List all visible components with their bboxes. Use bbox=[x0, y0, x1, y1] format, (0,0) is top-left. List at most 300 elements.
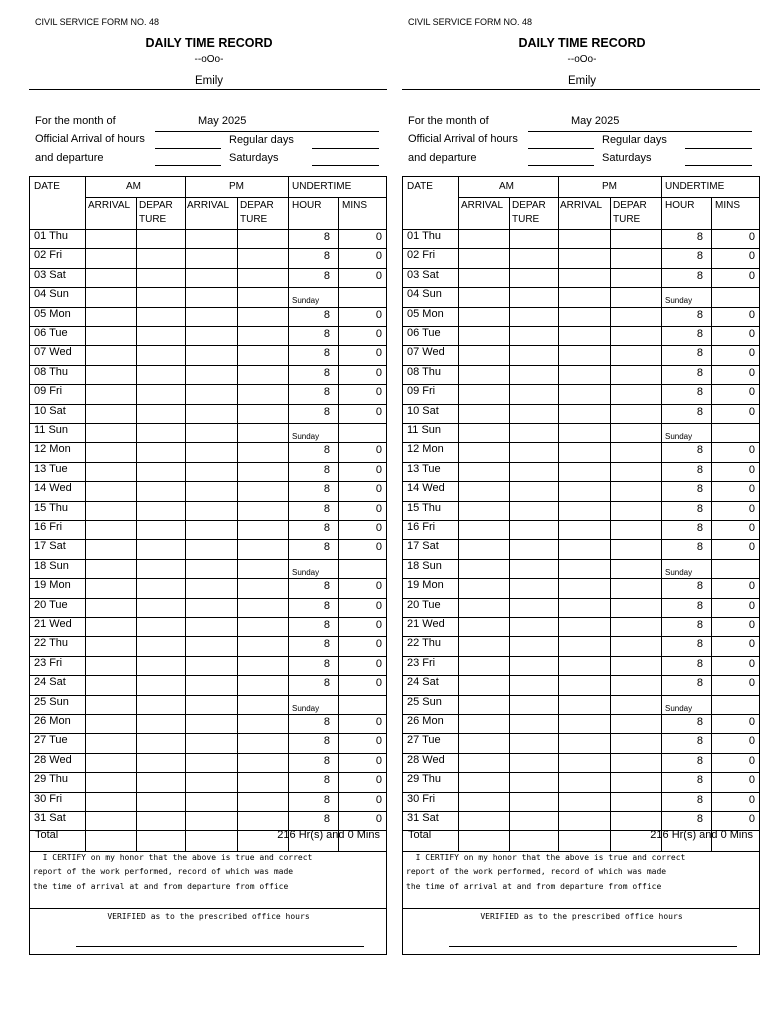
regular-days-label: Regular days bbox=[602, 134, 667, 146]
row-mins: 0 bbox=[375, 386, 382, 399]
row-date: 10 Sat bbox=[34, 404, 66, 417]
table-row bbox=[30, 792, 387, 811]
table-row bbox=[30, 404, 387, 423]
table-row bbox=[30, 345, 387, 364]
signature-line bbox=[76, 946, 364, 947]
regular-days-underline bbox=[685, 148, 752, 149]
form-number: CIVIL SERVICE FORM NO. 48 bbox=[408, 17, 533, 27]
header-pm: PM bbox=[602, 181, 617, 192]
row-date: 27 Tue bbox=[407, 734, 441, 747]
row-date: 05 Mon bbox=[34, 307, 71, 320]
row-mins: 0 bbox=[375, 677, 382, 690]
table-row bbox=[403, 229, 760, 248]
row-mins: 0 bbox=[748, 405, 755, 418]
table-row bbox=[403, 714, 760, 733]
saturdays-label: Saturdays bbox=[602, 152, 652, 164]
row-hour: 8 bbox=[696, 793, 703, 806]
table-row bbox=[30, 326, 387, 345]
row-hour: 8 bbox=[696, 754, 703, 767]
table-row bbox=[403, 520, 760, 539]
row-date: 26 Mon bbox=[407, 715, 444, 727]
table-row bbox=[403, 462, 760, 481]
table-row bbox=[30, 617, 387, 636]
row-hour: 8 bbox=[323, 735, 330, 748]
row-date: 23 Fri bbox=[407, 656, 436, 669]
row-date: 13 Tue bbox=[407, 462, 441, 475]
row-date: 04 Sun bbox=[34, 288, 69, 301]
row-date: 30 Fri bbox=[407, 792, 436, 805]
row-date: 24 Sat bbox=[34, 676, 66, 689]
row-hour: 8 bbox=[323, 250, 330, 263]
table-row bbox=[30, 229, 387, 248]
departure-underline bbox=[528, 165, 594, 166]
row-sunday-note: Sunday bbox=[665, 567, 693, 577]
row-date: 27 Tue bbox=[34, 734, 68, 747]
row-date: 21 Wed bbox=[34, 618, 72, 630]
row-hour: 8 bbox=[323, 580, 330, 593]
row-date: 12 Mon bbox=[34, 443, 71, 456]
table-row bbox=[403, 636, 760, 655]
row-date: 14 Wed bbox=[407, 482, 445, 495]
month-underline bbox=[155, 131, 379, 132]
table-row bbox=[30, 733, 387, 752]
row-date: 31 Sat bbox=[407, 812, 439, 824]
header-date: DATE bbox=[34, 181, 60, 192]
table-row bbox=[403, 307, 760, 326]
header-am-departure-1: DEPAR bbox=[139, 200, 173, 211]
month-value: May 2025 bbox=[198, 115, 247, 127]
row-date: 04 Sun bbox=[407, 288, 442, 301]
row-date: 30 Fri bbox=[34, 792, 63, 805]
month-underline bbox=[528, 131, 752, 132]
row-hour: 8 bbox=[323, 386, 330, 399]
row-hour: 8 bbox=[696, 638, 703, 651]
row-mins: 0 bbox=[748, 386, 755, 399]
regular-days-underline bbox=[312, 148, 379, 149]
row-date: 17 Sat bbox=[34, 540, 66, 553]
table-row bbox=[30, 423, 387, 442]
table-row bbox=[403, 539, 760, 558]
header-pm-arrival: ARRIVAL bbox=[187, 200, 230, 211]
row-date: 06 Tue bbox=[407, 327, 441, 339]
row-hour: 8 bbox=[696, 366, 703, 379]
table-row bbox=[403, 248, 760, 267]
certify-line-3: the time of arrival at and from departure from office bbox=[406, 882, 662, 891]
header-divider bbox=[458, 197, 760, 198]
row-hour: 8 bbox=[696, 444, 703, 457]
saturdays-label: Saturdays bbox=[229, 152, 279, 164]
row-date: 29 Thu bbox=[34, 773, 69, 786]
row-date: 03 Sat bbox=[407, 268, 439, 281]
table-row bbox=[403, 753, 760, 772]
form-number: CIVIL SERVICE FORM NO. 48 bbox=[35, 17, 160, 27]
table-row bbox=[403, 268, 760, 287]
header-undertime: UNDERTIME bbox=[292, 181, 352, 192]
verified-text: VERIFIED as to the prescribed office hours bbox=[480, 912, 683, 921]
row-sunday-note: Sunday bbox=[292, 703, 320, 713]
certify-bottom-line bbox=[403, 908, 760, 909]
row-mins: 0 bbox=[375, 813, 382, 825]
row-date: 11 Sun bbox=[34, 424, 69, 436]
table-row bbox=[30, 481, 387, 500]
row-mins: 0 bbox=[748, 716, 755, 728]
row-mins: 0 bbox=[375, 793, 382, 806]
row-date: 01 Thu bbox=[34, 230, 69, 242]
row-date: 08 Thu bbox=[407, 365, 442, 378]
row-date: 02 Fri bbox=[407, 249, 436, 262]
row-mins: 0 bbox=[748, 366, 755, 379]
row-hour: 8 bbox=[696, 580, 703, 593]
table-row bbox=[30, 578, 387, 597]
table-row bbox=[30, 772, 387, 791]
certify-line-3: the time of arrival at and from departure from office bbox=[33, 882, 289, 891]
certify-line-1: I CERTIFY on my honor that the above is true and correct bbox=[33, 853, 313, 862]
row-mins: 0 bbox=[748, 269, 755, 282]
row-mins: 0 bbox=[375, 735, 382, 748]
departure-label: and departure bbox=[408, 152, 477, 164]
row-date: 19 Mon bbox=[34, 579, 71, 592]
row-hour: 8 bbox=[696, 541, 703, 554]
row-mins: 0 bbox=[375, 269, 382, 282]
table-row bbox=[403, 365, 760, 384]
row-mins: 0 bbox=[748, 638, 755, 651]
row-mins: 0 bbox=[375, 541, 382, 554]
header-am-departure-2: TURE bbox=[139, 214, 167, 225]
row-hour: 8 bbox=[323, 502, 330, 515]
regular-days-label: Regular days bbox=[229, 134, 294, 146]
header-mins: MINS bbox=[715, 200, 740, 211]
row-sunday-note: Sunday bbox=[292, 432, 320, 441]
header-am: AM bbox=[499, 181, 514, 192]
departure-label: and departure bbox=[35, 152, 104, 164]
row-sunday-note: Sunday bbox=[665, 703, 693, 713]
month-label: For the month of bbox=[35, 115, 116, 127]
table-row bbox=[30, 695, 387, 714]
total-value: 216 Hr(s) and 0 Mins bbox=[650, 829, 753, 841]
row-date: 11 Sun bbox=[407, 424, 442, 436]
row-hour: 8 bbox=[323, 347, 330, 360]
table-row bbox=[30, 675, 387, 694]
name-underline bbox=[29, 89, 387, 90]
row-mins: 0 bbox=[748, 463, 755, 476]
header-pm-departure-1: DEPAR bbox=[240, 200, 274, 211]
row-hour: 8 bbox=[696, 405, 703, 418]
row-mins: 0 bbox=[375, 250, 382, 263]
row-date: 23 Fri bbox=[34, 656, 63, 669]
row-mins: 0 bbox=[375, 580, 382, 593]
row-hour: 8 bbox=[323, 793, 330, 806]
employee-name: Emily bbox=[567, 75, 597, 87]
table-row bbox=[30, 462, 387, 481]
row-date: 15 Thu bbox=[34, 501, 69, 514]
row-mins: 0 bbox=[375, 308, 382, 321]
row-hour: 8 bbox=[323, 308, 330, 321]
row-hour: 8 bbox=[696, 347, 703, 360]
table-row bbox=[30, 636, 387, 655]
row-hour: 8 bbox=[696, 231, 703, 243]
header-divider bbox=[85, 197, 387, 198]
row-hour: 8 bbox=[696, 735, 703, 748]
table-row bbox=[30, 307, 387, 326]
row-mins: 0 bbox=[748, 522, 755, 534]
row-mins: 0 bbox=[375, 599, 382, 612]
row-hour: 8 bbox=[323, 483, 330, 496]
table-row bbox=[403, 578, 760, 597]
row-mins: 0 bbox=[375, 774, 382, 787]
row-date: 16 Fri bbox=[34, 521, 63, 533]
row-hour: 8 bbox=[323, 522, 330, 534]
row-mins: 0 bbox=[748, 657, 755, 670]
row-hour: 8 bbox=[323, 328, 330, 340]
arrival-label: Official Arrival of hours bbox=[35, 133, 145, 145]
row-mins: 0 bbox=[375, 619, 382, 631]
table-row bbox=[30, 539, 387, 558]
row-date: 17 Sat bbox=[407, 540, 439, 553]
header-pm-departure-2: TURE bbox=[613, 214, 641, 225]
row-date: 09 Fri bbox=[407, 385, 436, 398]
table-row bbox=[403, 598, 760, 617]
verified-text: VERIFIED as to the prescribed office hours bbox=[107, 912, 310, 921]
certify-line-1: I CERTIFY on my honor that the above is true and correct bbox=[406, 853, 686, 862]
row-hour: 8 bbox=[696, 250, 703, 263]
table-row bbox=[403, 792, 760, 811]
row-date: 13 Tue bbox=[34, 462, 68, 475]
row-date: 29 Thu bbox=[407, 773, 442, 786]
row-mins: 0 bbox=[748, 308, 755, 321]
departure-underline bbox=[155, 165, 221, 166]
row-date: 26 Mon bbox=[34, 715, 71, 727]
header-hour: HOUR bbox=[665, 200, 695, 211]
row-hour: 8 bbox=[696, 522, 703, 534]
row-mins: 0 bbox=[375, 328, 382, 340]
table-row bbox=[403, 326, 760, 345]
row-mins: 0 bbox=[748, 774, 755, 787]
row-mins: 0 bbox=[375, 638, 382, 651]
table-row bbox=[30, 365, 387, 384]
row-date: 05 Mon bbox=[407, 307, 444, 320]
arrival-label: Official Arrival of hours bbox=[408, 133, 518, 145]
row-hour: 8 bbox=[696, 677, 703, 690]
row-date: 20 Tue bbox=[407, 598, 441, 611]
row-mins: 0 bbox=[748, 735, 755, 748]
row-hour: 8 bbox=[696, 269, 703, 282]
row-hour: 8 bbox=[323, 463, 330, 476]
row-mins: 0 bbox=[375, 483, 382, 496]
row-hour: 8 bbox=[323, 599, 330, 612]
row-hour: 8 bbox=[696, 463, 703, 476]
time-record-table bbox=[402, 176, 760, 955]
row-hour: 8 bbox=[323, 774, 330, 787]
row-date: 25 Sun bbox=[407, 695, 442, 708]
row-hour: 8 bbox=[696, 483, 703, 496]
row-hour: 8 bbox=[323, 638, 330, 651]
table-row bbox=[403, 733, 760, 752]
row-date: 12 Mon bbox=[407, 443, 444, 456]
table-row bbox=[403, 675, 760, 694]
row-mins: 0 bbox=[748, 483, 755, 496]
table-row bbox=[30, 656, 387, 675]
row-sunday-note: Sunday bbox=[665, 432, 693, 441]
table-row bbox=[403, 695, 760, 714]
row-date: 18 Sun bbox=[34, 559, 69, 572]
row-mins: 0 bbox=[748, 444, 755, 457]
table-row bbox=[403, 656, 760, 675]
row-hour: 8 bbox=[323, 366, 330, 379]
row-mins: 0 bbox=[375, 522, 382, 534]
row-hour: 8 bbox=[323, 677, 330, 690]
table-row bbox=[403, 384, 760, 403]
table-row bbox=[403, 617, 760, 636]
row-mins: 0 bbox=[748, 250, 755, 263]
saturdays-underline bbox=[312, 165, 379, 166]
row-hour: 8 bbox=[696, 328, 703, 340]
table-row bbox=[403, 423, 760, 442]
row-date: 10 Sat bbox=[407, 404, 439, 417]
row-date: 20 Tue bbox=[34, 598, 68, 611]
row-hour: 8 bbox=[696, 599, 703, 612]
table-row bbox=[403, 481, 760, 500]
row-hour: 8 bbox=[696, 657, 703, 670]
header-am-arrival: ARRIVAL bbox=[461, 200, 504, 211]
row-mins: 0 bbox=[748, 328, 755, 340]
row-hour: 8 bbox=[696, 774, 703, 787]
row-mins: 0 bbox=[748, 599, 755, 612]
row-hour: 8 bbox=[696, 619, 703, 631]
row-mins: 0 bbox=[748, 677, 755, 690]
row-hour: 8 bbox=[323, 813, 330, 825]
row-mins: 0 bbox=[748, 541, 755, 554]
saturdays-underline bbox=[685, 165, 752, 166]
row-sunday-note: Sunday bbox=[292, 296, 320, 306]
row-mins: 0 bbox=[375, 754, 382, 767]
table-row bbox=[30, 520, 387, 539]
header-am: AM bbox=[126, 181, 141, 192]
table-row bbox=[30, 559, 387, 578]
header-hour: HOUR bbox=[292, 200, 322, 211]
row-hour: 8 bbox=[323, 444, 330, 457]
row-date: 28 Wed bbox=[407, 753, 445, 766]
signature-line bbox=[449, 946, 737, 947]
month-label: For the month of bbox=[408, 115, 489, 127]
table-row bbox=[30, 384, 387, 403]
row-date: 09 Fri bbox=[34, 385, 63, 398]
row-mins: 0 bbox=[375, 231, 382, 243]
row-sunday-note: Sunday bbox=[665, 296, 693, 306]
row-date: 07 Wed bbox=[34, 346, 72, 359]
table-row bbox=[30, 268, 387, 287]
header-mins: MINS bbox=[342, 200, 367, 211]
row-date: 08 Thu bbox=[34, 365, 69, 378]
table-row bbox=[30, 442, 387, 461]
row-date: 01 Thu bbox=[407, 230, 442, 242]
row-hour: 8 bbox=[696, 386, 703, 399]
table-row bbox=[30, 248, 387, 267]
row-date: 03 Sat bbox=[34, 268, 66, 281]
header-pm-departure-2: TURE bbox=[240, 214, 268, 225]
row-mins: 0 bbox=[375, 502, 382, 515]
row-hour: 8 bbox=[323, 619, 330, 631]
employee-name: Emily bbox=[194, 75, 224, 87]
row-hour: 8 bbox=[323, 657, 330, 670]
row-mins: 0 bbox=[375, 463, 382, 476]
title-decoration: --oOo- bbox=[194, 54, 224, 65]
row-date: 16 Fri bbox=[407, 521, 436, 533]
row-date: 21 Wed bbox=[407, 618, 445, 630]
table-row bbox=[403, 559, 760, 578]
table-row bbox=[403, 404, 760, 423]
table-row bbox=[30, 598, 387, 617]
row-mins: 0 bbox=[748, 231, 755, 243]
month-value: May 2025 bbox=[571, 115, 620, 127]
header-am-arrival: ARRIVAL bbox=[88, 200, 131, 211]
table-row bbox=[403, 501, 760, 520]
certify-bottom-line bbox=[30, 908, 387, 909]
row-sunday-note: Sunday bbox=[292, 567, 320, 577]
row-date: 07 Wed bbox=[407, 346, 445, 359]
row-mins: 0 bbox=[375, 716, 382, 728]
row-mins: 0 bbox=[748, 502, 755, 515]
row-hour: 8 bbox=[696, 502, 703, 515]
row-mins: 0 bbox=[748, 619, 755, 631]
table-row bbox=[403, 287, 760, 306]
row-mins: 0 bbox=[748, 754, 755, 767]
row-date: 22 Thu bbox=[407, 637, 442, 650]
row-mins: 0 bbox=[748, 813, 755, 825]
total-label: Total bbox=[408, 829, 432, 841]
header-undertime: UNDERTIME bbox=[665, 181, 725, 192]
header-pm: PM bbox=[229, 181, 244, 192]
row-date: 14 Wed bbox=[34, 482, 72, 495]
row-date: 22 Thu bbox=[34, 637, 69, 650]
certify-line-2: report of the work performed, record of which was made bbox=[33, 867, 294, 876]
row-hour: 8 bbox=[696, 813, 703, 825]
time-record-table bbox=[29, 176, 387, 955]
header-pm-departure-1: DEPAR bbox=[613, 200, 647, 211]
table-row bbox=[30, 714, 387, 733]
title-decoration: --oOo- bbox=[567, 54, 597, 65]
row-hour: 8 bbox=[696, 716, 703, 728]
row-hour: 8 bbox=[323, 405, 330, 418]
row-hour: 8 bbox=[323, 541, 330, 554]
table-row bbox=[30, 287, 387, 306]
header-am-departure-1: DEPAR bbox=[512, 200, 546, 211]
row-hour: 8 bbox=[323, 716, 330, 728]
row-date: 19 Mon bbox=[407, 579, 444, 592]
header-pm-arrival: ARRIVAL bbox=[560, 200, 603, 211]
total-value: 216 Hr(s) and 0 Mins bbox=[277, 829, 380, 841]
row-date: 24 Sat bbox=[407, 676, 439, 689]
total-label: Total bbox=[35, 829, 59, 841]
row-hour: 8 bbox=[323, 231, 330, 243]
row-mins: 0 bbox=[748, 580, 755, 593]
table-row bbox=[403, 345, 760, 364]
row-hour: 8 bbox=[323, 754, 330, 767]
certify-line-2: report of the work performed, record of which was made bbox=[406, 867, 667, 876]
table-row bbox=[30, 811, 387, 830]
row-date: 18 Sun bbox=[407, 559, 442, 572]
row-mins: 0 bbox=[375, 347, 382, 360]
header-date: DATE bbox=[407, 181, 433, 192]
form-title: DAILY TIME RECORD bbox=[518, 36, 646, 50]
table-row bbox=[403, 442, 760, 461]
row-mins: 0 bbox=[375, 366, 382, 379]
row-mins: 0 bbox=[375, 657, 382, 670]
row-mins: 0 bbox=[375, 405, 382, 418]
form-title: DAILY TIME RECORD bbox=[145, 36, 273, 50]
name-underline bbox=[402, 89, 760, 90]
table-row bbox=[30, 501, 387, 520]
header-am-departure-2: TURE bbox=[512, 214, 540, 225]
